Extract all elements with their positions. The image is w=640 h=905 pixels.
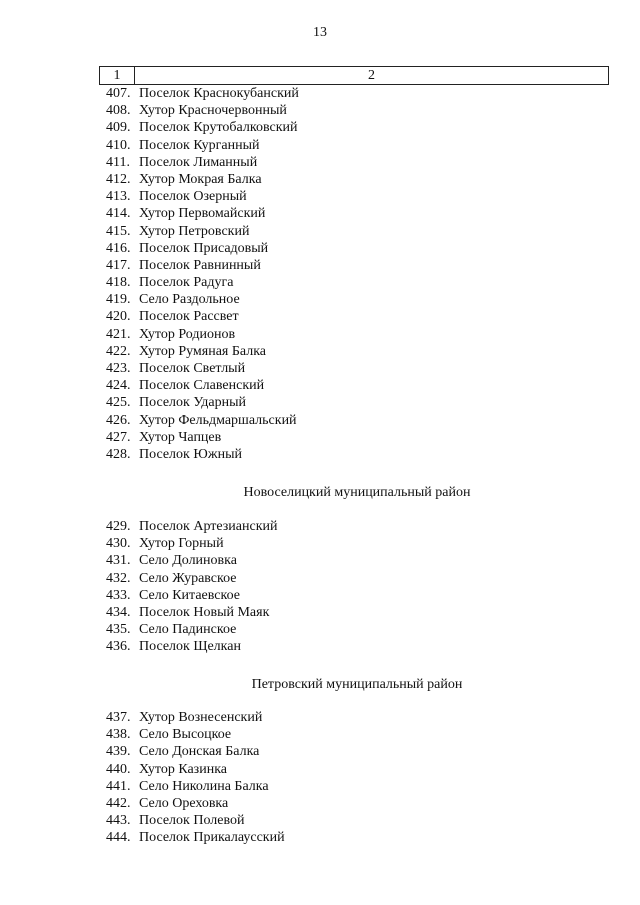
list-item-number: 430. [106,536,131,552]
list-item [106,638,278,655]
list-item-name: Хутор Румяная Балка [139,343,267,359]
list-item [106,223,299,240]
list-item-number: 410. [106,137,131,153]
list-item [106,137,299,154]
list-item-name: Село Высоцкое [139,727,232,743]
list-item-name: Село Долиновка [139,553,237,569]
list-item-number: 415. [106,223,131,239]
list-item-name: Хутор Казинка [139,761,227,777]
list-item-number: 428. [106,446,131,462]
list-item-number: 413. [106,189,131,205]
list-item-name: Поселок Крутобалковский [139,120,298,136]
settlement-list-1 [106,85,299,463]
list-item-name: Хутор Фельдмаршальский [139,412,297,428]
list-item-name: Село Китаевское [139,587,240,603]
list-item [106,377,299,394]
list-item-number: 412. [106,171,131,187]
list-item [106,726,285,743]
list-item-number: 409. [106,120,131,136]
list-item [106,429,299,446]
list-item-number: 417. [106,257,131,273]
list-item-number: 429. [106,519,131,534]
list-item [106,535,278,552]
list-item [106,171,299,188]
list-item-number: 434. [106,604,131,620]
list-item-name: Поселок Рассвет [139,309,239,325]
list-item [106,154,299,171]
list-item [106,778,285,795]
list-item-name: Село Ореховка [139,795,229,811]
list-item-number: 421. [106,326,131,342]
list-item-number: 440. [106,761,131,777]
table-header [99,66,609,85]
list-item [106,446,299,463]
list-item [106,394,299,411]
list-item [106,743,285,760]
table-header-col-1: 1 [100,67,135,84]
list-item [106,360,299,377]
list-item-number: 424. [106,378,131,394]
list-item-name: Поселок Лиманный [139,154,258,170]
list-item [106,274,299,291]
settlement-list-3 [106,709,285,847]
list-item-name: Поселок Южный [139,446,242,462]
list-item-name: Поселок Славенский [139,378,265,394]
list-item-name: Поселок Полевой [139,813,245,829]
list-item-number: 416. [106,240,131,256]
list-item [106,812,285,829]
list-item-name: Хутор Красночервонный [139,103,287,119]
list-item-number: 411. [106,154,130,170]
section-heading-novoselitsky: Новоселицкий муниципальный район [243,485,471,500]
list-item [106,257,299,274]
list-item-name: Хутор Горный [139,536,224,552]
list-item [106,291,299,308]
list-item [106,621,278,638]
list-item-number: 418. [106,275,131,291]
list-item-number: 427. [106,429,131,445]
table-header-col-2: 2 [368,68,375,83]
section-heading-petrovsky: Петровский муниципальный район [251,677,463,692]
list-item [106,552,278,569]
list-item-number: 408. [106,103,131,119]
list-item [106,102,299,119]
list-item-number: 431. [106,553,131,569]
list-item-number: 439. [106,744,131,760]
list-item [106,308,299,325]
list-item-number: 433. [106,587,131,603]
list-item [106,518,278,535]
list-item-name: Село Николина Балка [139,778,269,794]
page-number: 13 [313,25,327,40]
list-item [106,829,285,846]
list-item-name: Поселок Курганный [139,137,260,153]
list-item-number: 420. [106,309,131,325]
list-item-name: Поселок Щелкан [139,639,241,655]
list-item-name: Хутор Родионов [139,326,236,342]
list-item [106,761,285,778]
list-item-number: 441. [106,778,131,794]
list-item-number: 426. [106,412,131,428]
settlement-list-2 [106,518,278,656]
list-item-name: Хутор Первомайский [139,206,266,222]
list-item-name: Хутор Мокрая Балка [139,171,262,187]
list-item-name: Поселок Артезианский [139,519,278,534]
list-item-number: 444. [106,830,131,846]
list-item-name: Поселок Краснокубанский [139,86,299,101]
list-item [106,604,278,621]
list-item-number: 407. [106,86,131,101]
list-item-number: 438. [106,727,131,743]
list-item-number: 425. [106,395,131,411]
list-item [106,240,299,257]
list-item-name: Поселок Присадовый [139,240,269,256]
list-item [106,570,278,587]
list-item [106,205,299,222]
list-item-name: Поселок Светлый [139,361,246,376]
list-item-name: Поселок Озерный [139,189,247,205]
list-item-number: 443. [106,813,131,829]
list-item [106,795,285,812]
list-item-number: 419. [106,292,131,308]
list-item [106,709,285,726]
list-item [106,119,299,136]
list-item-name: Хутор Чапцев [139,429,222,445]
list-item-number: 423. [106,361,131,376]
list-item-name: Село Падинское [139,622,237,638]
list-item-name: Поселок Новый Маяк [139,604,270,620]
list-item [106,587,278,604]
list-item-name: Хутор Вознесенский [139,710,263,725]
list-item-name: Село Журавское [139,570,237,586]
list-item-name: Поселок Прикалаусский [139,830,285,846]
list-item [106,188,299,205]
list-item [106,343,299,360]
list-item-name: Поселок Ударный [139,395,247,411]
list-item-name: Поселок Радуга [139,275,234,291]
list-item-name: Поселок Равнинный [139,257,261,273]
list-item-number: 422. [106,343,131,359]
list-item-number: 432. [106,570,131,586]
list-item-number: 436. [106,639,131,655]
list-item [106,326,299,343]
list-item-number: 442. [106,795,131,811]
list-item-number: 414. [106,206,131,222]
list-item [106,412,299,429]
list-item [106,85,299,102]
list-item-number: 437. [106,710,131,725]
list-item-name: Село Донская Балка [139,744,260,760]
list-item-name: Село Раздольное [139,292,240,308]
list-item-number: 435. [106,622,131,638]
list-item-name: Хутор Петровский [139,223,250,239]
